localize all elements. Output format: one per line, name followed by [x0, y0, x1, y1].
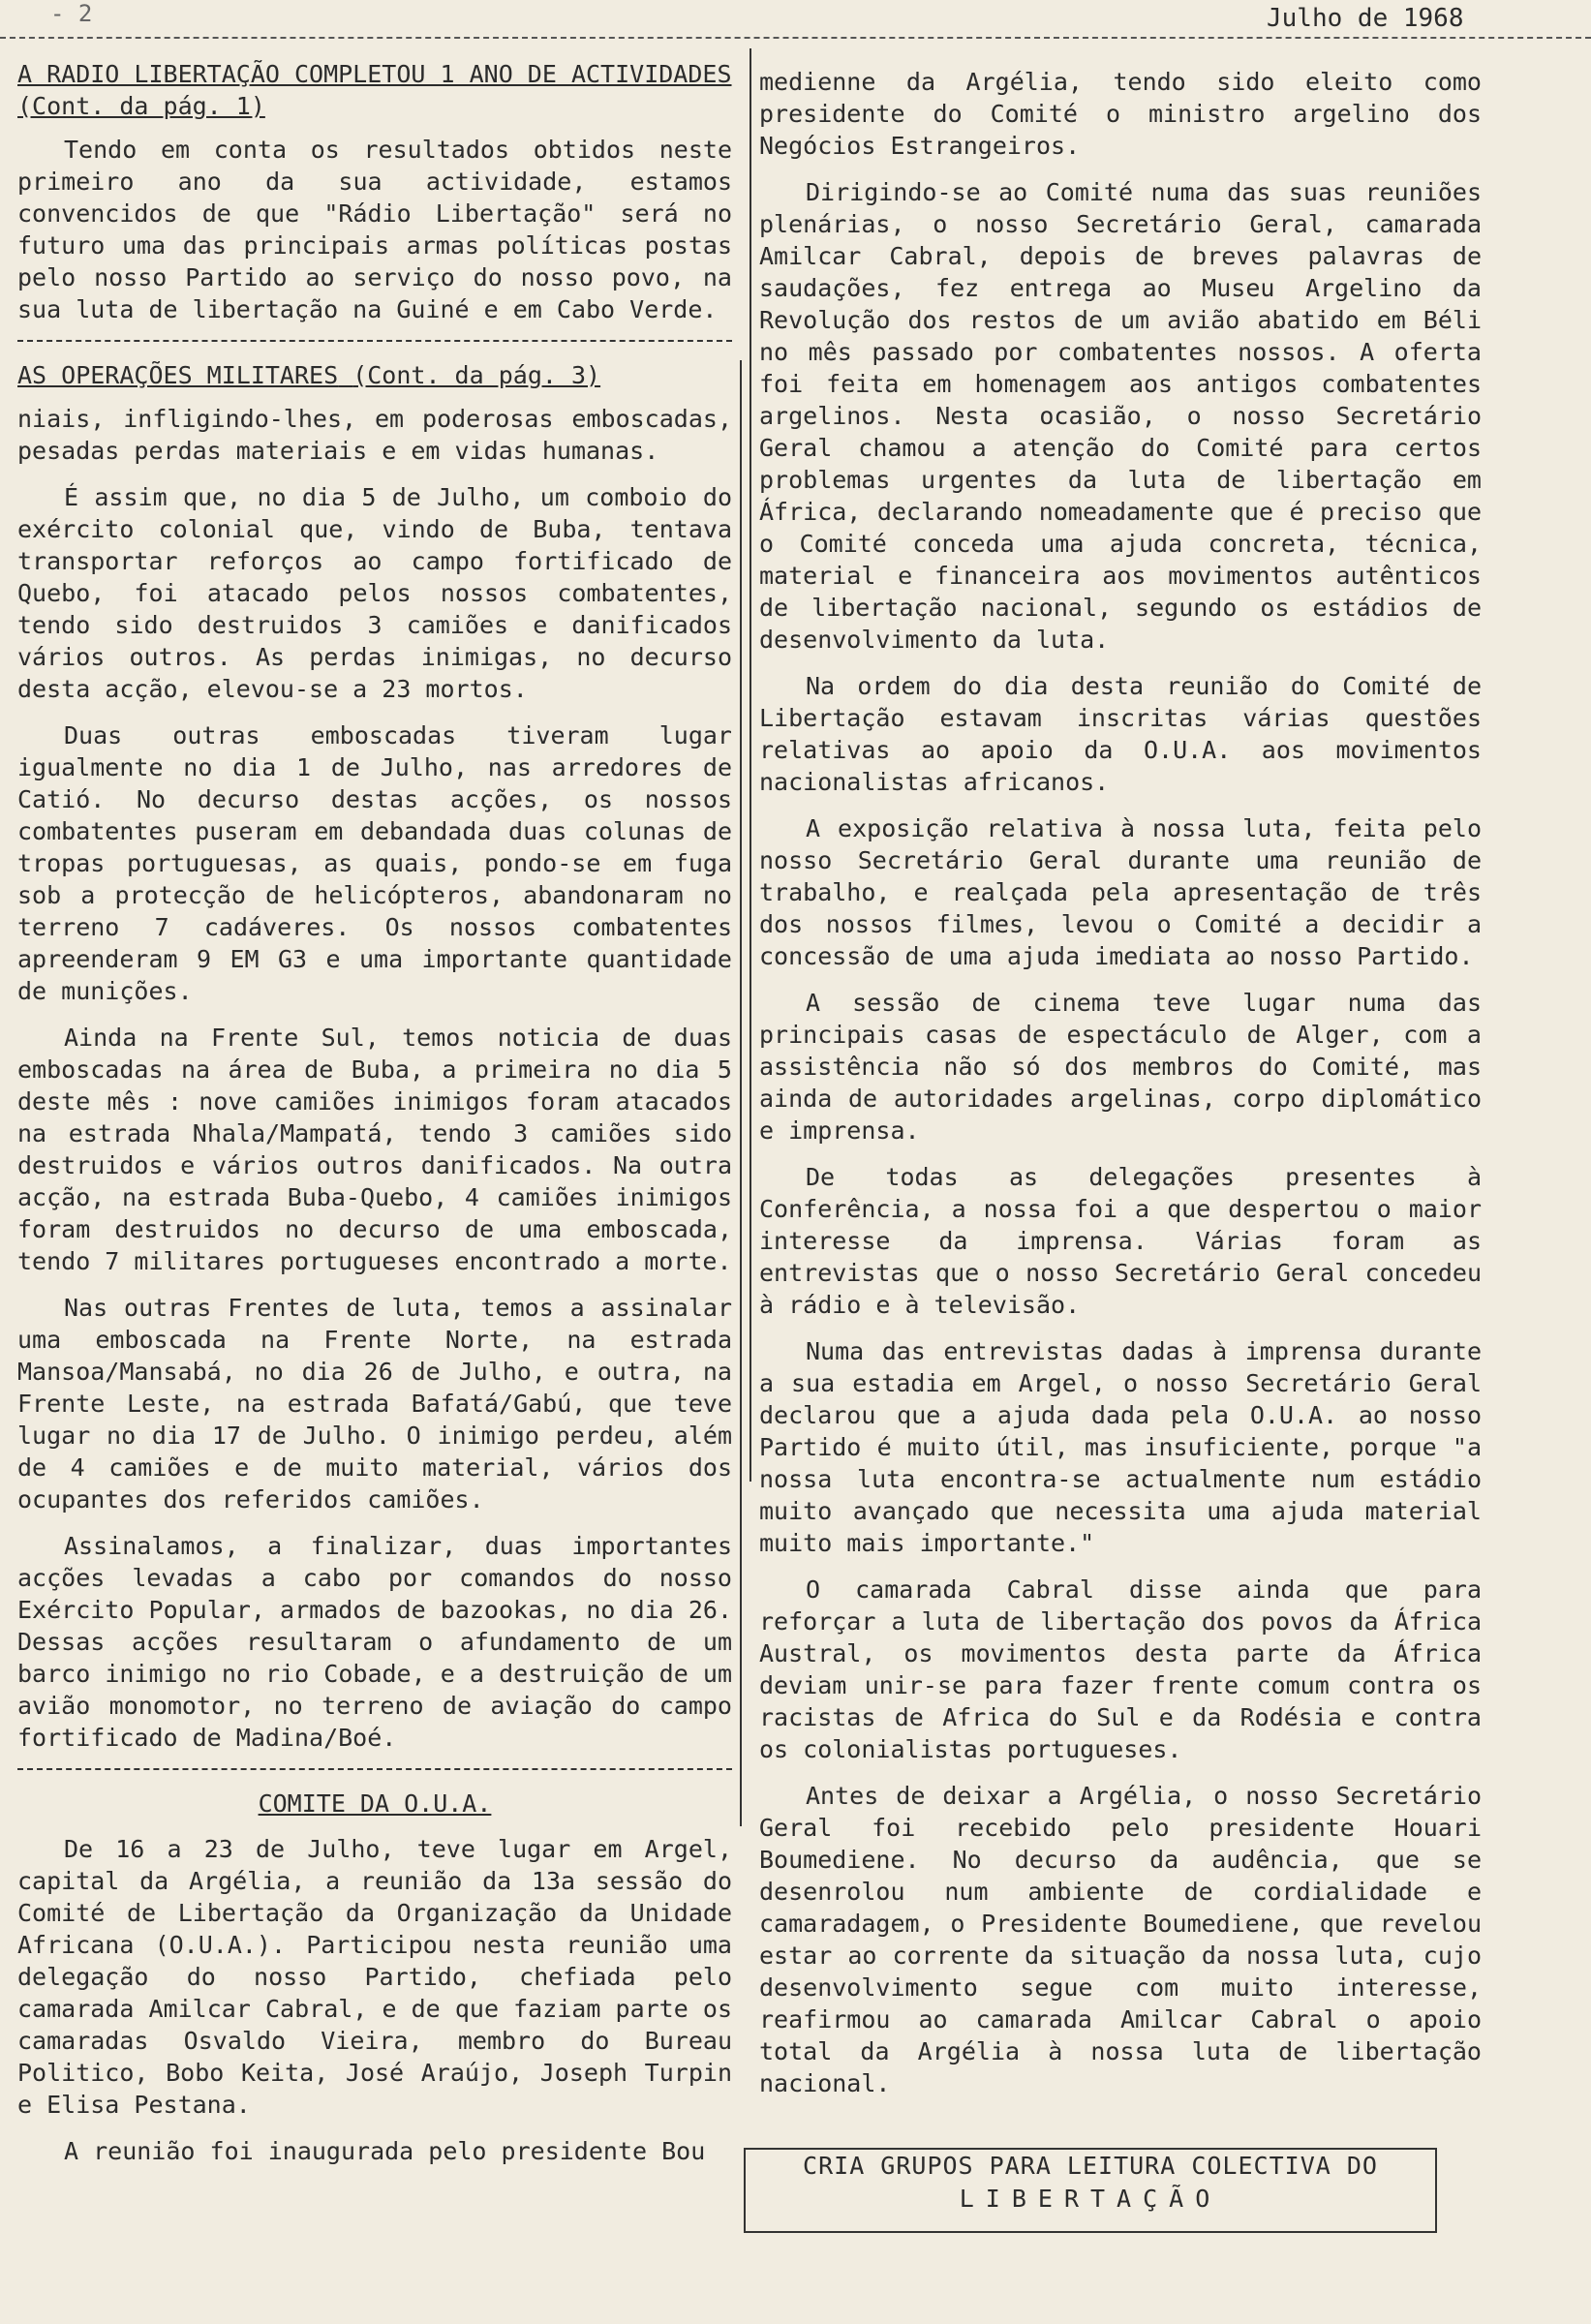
column-divider-left — [740, 360, 742, 1826]
paragraph: Numa das entrevistas dadas à imprensa durante a sua estadia em Argel, o nosso Secretário Geral declarou que a ajuda dada pela O.U.A. ao nosso Partido é muito útil, mas insuficiente, porque "a nossa luta encontra-se actualmente num estádio muito avançado que necessita uma ajuda material muito mais importante." — [759, 1337, 1482, 1557]
right-column — [759, 66, 1482, 2114]
paragraph: niais, infligindo-lhes, em poderosas emboscadas, pesadas perdas materiais e em vidas humanas. — [17, 405, 732, 465]
section-divider — [17, 1768, 732, 1770]
article-title-radio: A RADIO LIBERTAÇÃO COMPLETOU 1 ANO DE ACTIVIDADES (Cont. da pág. 1) — [17, 60, 732, 120]
notice-line-2: LIBERTAÇÃO — [959, 2185, 1222, 2213]
paragraph: Dirigindo-se ao Comité numa das suas reuniões plenárias, o nosso Secretário Geral, camarada Amilcar Cabral, depois de breves palavras de saudações, fez entrega ao Museu Argelino da Revolução dos restos de um avião abatido em Béli no mês passado por combatentes nossos. A oferta foi feita em homenagem aos antigos combatentes argelinos. Nesta ocasião, o nosso Secretário Geral chamou a atenção do Comité para certos problemas urgentes da luta de libertação em África, declarando nomeadamente que é preciso que o Comité conceda uma ajuda concreta, técnica, material e financeira aos movimentos autênticos de libertação nacional, segundo os estádios de desenvolvimento da luta. — [759, 178, 1482, 654]
paragraph: Duas outras emboscadas tiveram lugar igualmente no dia 1 de Julho, nas arredores de Catió. No decurso destas acções, os nossos combatentes puseram em debandada duas colunas de tropas portuguesas, as quais, pondo-se em fuga sob a protecção de helicópteros, abandonaram no terreno 7 cadáveres. Os nossos combatentes apreenderam 9 EM G3 e uma importante quantidade de munições. — [17, 721, 732, 1005]
paragraph: De todas as delegações presentes à Conferência, a nossa foi a que despertou o maior interesse da imprensa. Várias foram as entrevistas que o nosso Secretário Geral concedeu à rádio e à televisão. — [759, 1163, 1482, 1319]
page-header — [0, 0, 1591, 39]
reading-group-notice — [744, 2148, 1437, 2233]
paragraph: A sessão de cinema teve lugar numa das principais casas de espectáculo de Alger, com a assistência não só dos membros do Comité, mas ainda de autoridades argelinas, corpo diplomático e imprensa. — [759, 989, 1482, 1145]
continuation-note: (Cont. da pág. 3) — [352, 361, 601, 389]
article-title-comite: COMITE DA O.U.A. — [258, 1789, 492, 1818]
paragraph: A reunião foi inaugurada pelo presidente Bou — [64, 2137, 706, 2165]
notice-line-1: CRIA GRUPOS PARA LEITURA COLECTIVA DO — [803, 2152, 1378, 2180]
paragraph: Na ordem do dia desta reunião do Comité de Libertação estavam inscritas várias questões relativas ao apoio da O.U.A. aos movimentos nacionalistas africanos. — [759, 672, 1482, 796]
section-divider — [17, 340, 732, 342]
paragraph: Tendo em conta os resultados obtidos neste primeiro ano da sua actividade, estamos convencidos de que "Rádio Libertação" será no futuro uma das principais armas políticas postas pelo nosso Partido ao serviço do nosso povo, na sua luta de libertação na Guiné e em Cabo Verde. — [17, 136, 732, 323]
column-divider-right — [750, 48, 751, 1482]
paragraph: De 16 a 23 de Julho, teve lugar em Argel, capital da Argélia, a reunião da 13a sessão do Comité de Libertação da Organização da Unidade Africana (O.U.A.). Participou nesta reunião uma delegação do nosso Partido, chefiada pelo camarada Amilcar Cabral, e de que faziam parte os camaradas Osvaldo Vieira, membro do Bureau Politico, Bobo Keita, José Araújo, Joseph Turpin e Elisa Pestana. — [17, 1835, 732, 2119]
paragraph: Ainda na Frente Sul, temos noticia de duas emboscadas na área de Buba, a primeira no dia 5 deste mês : nove camiões inimigos foram atacados na estrada Nhala/Mampatá, tendo 3 camiões sido destruidos e vários outros danificados. Na outra acção, na estrada Buba-Quebo, 4 camiões inimigos foram destruidos no decurso de uma emboscada, tendo 7 militares portugueses encontrado a morte. — [17, 1024, 732, 1275]
issue-date: Julho de 1968 — [1267, 4, 1464, 33]
paragraph: É assim que, no dia 5 de Julho, um comboio do exército colonial que, vindo de Buba, tentava transportar reforços ao campo fortificado de Quebo, foi atacado pelos nossos combatentes, tendo sido destruidos 3 camiões e danificados vários outros. As perdas inimigas, no decurso desta acção, elevou-se a 23 mortos. — [17, 483, 732, 703]
paragraph: A exposição relativa à nossa luta, feita pelo nosso Secretário Geral durante uma reunião de trabalho, e realçada pela apresentação de três dos nossos filmes, levou o Comité a decidir a concessão de uma ajuda imediata ao nosso Partido. — [759, 814, 1482, 970]
left-column — [17, 58, 732, 2182]
article-title-operacoes: AS OPERAÇÕES MILITARES (Cont. da pág. 3) — [17, 361, 601, 389]
paragraph: Antes de deixar a Argélia, o nosso Secretário Geral foi recebido pelo presidente Houari Boumediene. No decurso da audência, que se desenrolou num ambiente de cordialidade e camaradagem, o Presidente Boumediene, que revelou estar ao corrente da situação da nossa luta, cujo desenvolvimento segue com muito interesse, reafirmou ao camarada Amilcar Cabral o apoio total da Argélia à nossa luta de libertação nacional. — [759, 1782, 1482, 2097]
paragraph: Assinalamos, a finalizar, duas importantes acções levadas a cabo por comandos do nosso Exército Popular, armados de bazookas, no dia 26. Dessas acções resultaram o afundamento de um barco inimigo no rio Cobade, e a destruição de um avião monomotor, no terreno de aviação do campo fortificado de Madina/Boé. — [17, 1532, 732, 1752]
paragraph: Nas outras Frentes de luta, temos a assinalar uma emboscada na Frente Norte, na estrada Mansoa/Mansabá, no dia 26 de Julho, e outra, na Frente Leste, na estrada Bafatá/Gabú, que teve lugar no dia 17 de Julho. O inimigo perdeu, além de 4 camiões e de muito material, vários dos ocupantes dos referidos camiões. — [17, 1294, 732, 1514]
page-number: - 2 — [50, 0, 93, 27]
paragraph: medienne da Argélia, tendo sido eleito como presidente do Comité o ministro argelino dos Negócios Estrangeiros. — [759, 68, 1482, 160]
continuation-note: (Cont. da pág. 1) — [17, 92, 265, 120]
paragraph: O camarada Cabral disse ainda que para reforçar a luta de libertação dos povos da África Austral, os movimentos desta parte da África deviam unir-se para fazer frente comum contra os racistas de Africa do Sul e da Rodésia e contra os colonialistas portugueses. — [759, 1575, 1482, 1763]
